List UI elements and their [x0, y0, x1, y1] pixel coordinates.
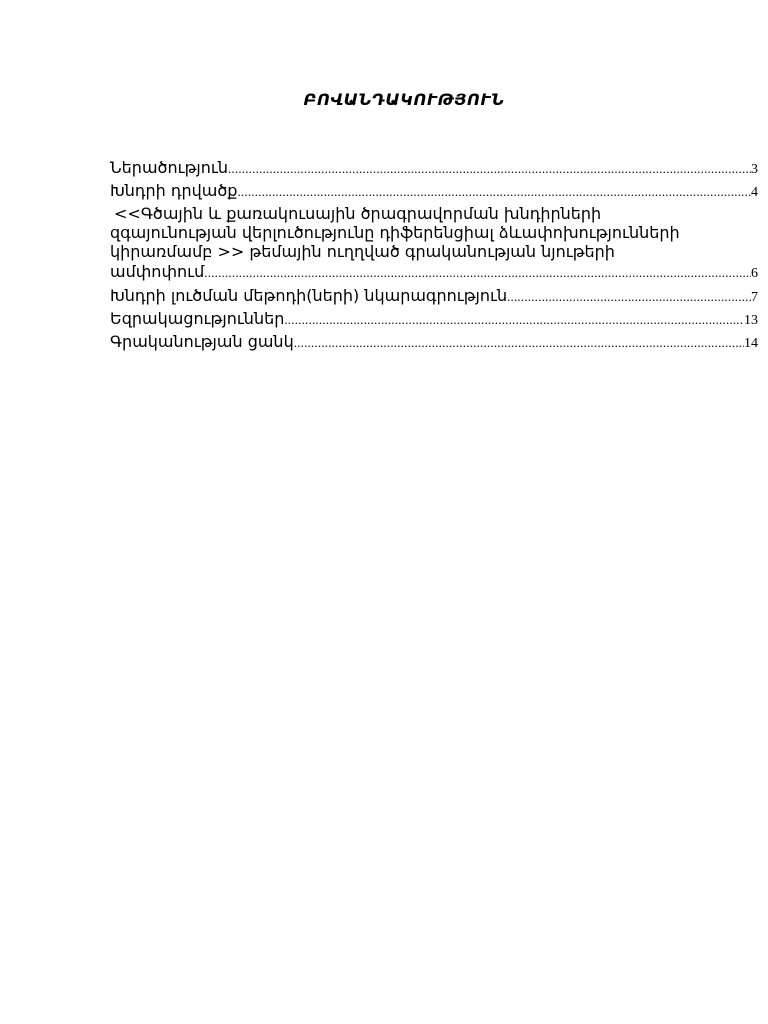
toc-page-number: 7 [751, 290, 758, 305]
toc-page-number: 6 [751, 266, 758, 281]
toc-entry-line: կիրառմամբ >> թեմային ուղղված գրականության նյութերի [110, 242, 615, 261]
toc-page-number: 13 [744, 313, 758, 328]
toc-entry-literature-review[interactable] [110, 204, 758, 282]
toc-page-number: 3 [751, 162, 758, 177]
toc-dot-leader [294, 331, 744, 354]
toc-entry-text: Խնդրի դրվածք [110, 181, 238, 200]
toc-entry-text: Խնդրի լուծման մեթոդի(ների) նկարագրություն [110, 286, 508, 305]
toc-dot-leader [237, 180, 751, 203]
toc-entry-text: ամփոփում [110, 262, 205, 281]
toc-entry-text: Գրականության ցանկ [110, 332, 294, 351]
toc-entry-introduction[interactable] [110, 156, 758, 179]
toc-page-number: 4 [751, 185, 758, 200]
toc-dot-leader [228, 157, 751, 180]
toc-entry-line: զգայունության վերլուծությունը դիֆերենցիալ ձևափոխությունների [110, 223, 680, 242]
toc-entry-text: Եզրակացություններ [110, 309, 285, 328]
toc-entry-heading-lines [110, 204, 758, 261]
toc-dot-leader [284, 308, 744, 331]
toc-entry-bibliography[interactable] [110, 330, 758, 353]
toc-page-number: 14 [744, 336, 758, 351]
toc-dot-leader [507, 285, 751, 308]
toc-dot-leader [204, 262, 751, 283]
toc-entry-line: <<Գծային և քառակուսային ծրագրավորման խնդիրների [114, 204, 602, 223]
toc-entry-conclusions[interactable] [110, 307, 758, 330]
toc-entry-last-line [110, 261, 758, 282]
toc-entry-method-description[interactable] [110, 284, 758, 307]
toc-title: ԲՈՎԱՆԴԱԿՈՒԹՅՈՒՆ [303, 90, 505, 109]
table-of-contents [110, 156, 758, 353]
toc-entry-text: Ներածություն [110, 158, 228, 177]
toc-entry-problem-statement[interactable] [110, 179, 758, 202]
